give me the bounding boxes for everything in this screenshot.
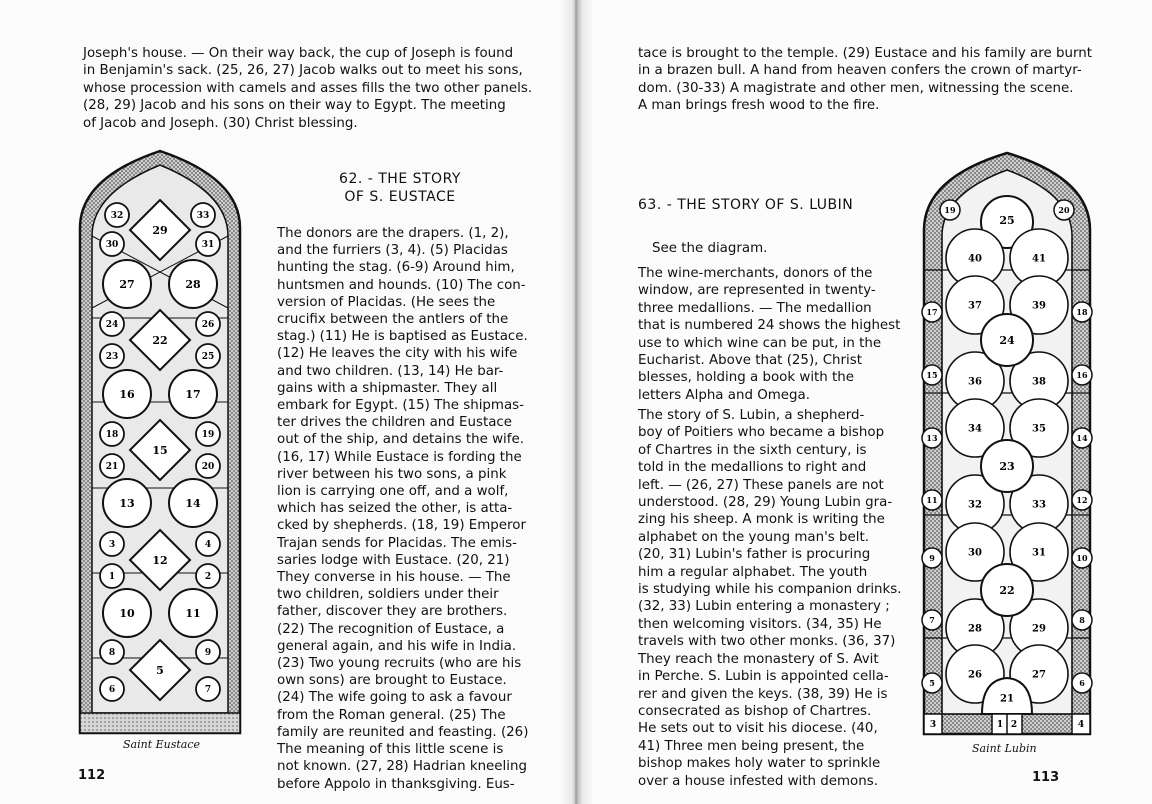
- text-line: understood. (28, 29) Young Lubin gra-: [638, 495, 893, 511]
- medallion-number: 27: [119, 277, 135, 291]
- text-line: The wine-merchants, donors of the: [638, 266, 873, 281]
- text-line: 41) Three men being present, the: [638, 738, 865, 754]
- medallion-number: 35: [1032, 423, 1046, 435]
- medallion-number: 23: [105, 352, 119, 363]
- text-line: that is numbered 24 shows the highest: [638, 318, 901, 334]
- text-line: ter drives the children and Eustace: [277, 415, 513, 431]
- text-line: father, discover they are brothers.: [277, 604, 508, 620]
- medallion-number: 28: [968, 623, 982, 635]
- lubin-story-paragraph: [638, 407, 902, 790]
- text-line: Joseph's house. — On their way back, the cup of Joseph is found: [83, 46, 514, 61]
- left-intro-paragraph: [83, 45, 533, 132]
- text-line: (16, 17) While Eustace is fording the: [277, 449, 522, 465]
- text-line: blesses, holding a book with the: [638, 370, 855, 386]
- text-line: (23) Two young recruits (who are his: [277, 656, 522, 672]
- medallion-number: 9: [204, 648, 212, 659]
- text-line: of Chartres in the sixth century, is: [638, 442, 867, 458]
- medallion-number: 29: [1032, 623, 1046, 635]
- medallion-number: 5: [929, 677, 935, 688]
- text-line: told in the medallions to right and: [638, 460, 867, 476]
- medallion-number: 17: [185, 387, 201, 401]
- text-line: whose procession with camels and asses fills the two other panels.: [83, 80, 533, 96]
- medallion-number: 20: [1058, 204, 1070, 215]
- medallion-number: 8: [1079, 614, 1085, 625]
- medallion-number: 32: [110, 211, 124, 222]
- medallion-number: 29: [152, 223, 168, 237]
- text-line: boy of Poitiers who became a bishop: [638, 425, 885, 441]
- page-number: 112: [78, 768, 106, 783]
- text-line: two children, soldiers under their: [277, 587, 499, 603]
- text-line: A man brings fresh wood to the fire.: [638, 98, 880, 114]
- medallion-number: 7: [929, 614, 935, 625]
- medallion-number: 2: [204, 572, 212, 583]
- saint-lubin-window-diagram: [920, 150, 1094, 738]
- text-line: saries lodge with Eustace. (20, 21): [277, 552, 510, 568]
- text-line: See the diagram.: [652, 241, 768, 256]
- text-line: own sons) are brought to Eustace.: [277, 673, 507, 689]
- text-line: river between his two sons, a pink: [277, 466, 507, 482]
- medallion-number: 33: [1032, 499, 1046, 511]
- medallion-number: 22: [999, 583, 1015, 597]
- medallion-number: 1: [108, 572, 116, 583]
- medallion-number: 1: [996, 720, 1004, 731]
- medallion-number: 26: [201, 320, 215, 331]
- medallion-number: 3: [929, 720, 937, 731]
- right-intro-paragraph: [638, 45, 1092, 115]
- medallion-number: 3: [108, 540, 116, 551]
- text-line: then welcoming visitors. (34, 35) He: [638, 616, 882, 632]
- medallion-number: 27: [1032, 669, 1046, 681]
- text-line: family are reunited and feasting. (26): [277, 724, 529, 740]
- medallion-number: 11: [926, 494, 938, 505]
- text-line: use to which wine can be put, in the: [638, 335, 882, 351]
- medallion-number: 18: [105, 430, 119, 441]
- text-line: before Appolo in thanksgiving. Eus-: [277, 776, 515, 792]
- medallion-number: 19: [201, 430, 215, 441]
- text-line: travels with two other monks. (36, 37): [638, 634, 896, 650]
- medallion-number: 30: [968, 547, 982, 559]
- text-line: and the furriers (3, 4). (5) Placidas: [277, 243, 508, 259]
- text-line: alphabet on the young man's belt.: [638, 529, 869, 545]
- text-line: (12) He leaves the city with his wife: [277, 346, 518, 362]
- medallion-number: 21: [1000, 693, 1014, 705]
- medallion-number: 8: [108, 648, 116, 659]
- medallion-number: 31: [1032, 547, 1046, 559]
- medallion-number: 37: [968, 300, 982, 312]
- section-heading-lubin: 63. - THE STORY OF S. LUBIN: [638, 197, 854, 213]
- text-line: embark for Egypt. (15) The shipmas-: [277, 398, 524, 414]
- medallion-number: 31: [201, 240, 215, 251]
- text-line: is studying while his companion drinks.: [638, 582, 902, 598]
- book-gutter: [560, 0, 594, 804]
- text-line: (32, 33) Lubin entering a monastery ;: [638, 599, 890, 615]
- text-line: window, are represented in twenty-: [638, 283, 876, 299]
- text-line: out of the ship, and detains the wife.: [277, 432, 524, 448]
- medallion-number: 6: [108, 685, 116, 696]
- medallion-number: 21: [105, 462, 119, 473]
- text-line: which has seized the other, is atta-: [277, 501, 513, 517]
- medallion-number: 26: [968, 669, 982, 681]
- heading-line: OF S. EUSTACE: [344, 189, 456, 205]
- text-line: They converse in his house. — The: [277, 570, 511, 586]
- text-line: (28, 29) Jacob and his sons on their way to Egypt. The meeting: [83, 98, 506, 114]
- medallion-number: 34: [968, 423, 982, 435]
- text-line: him a regular alphabet. The youth: [638, 564, 868, 580]
- medallion-number: 25: [201, 352, 215, 363]
- text-line: letters Alpha and Omega.: [638, 387, 810, 403]
- text-line: Eucharist. Above that (25), Christ: [638, 353, 862, 369]
- medallion-number: 16: [119, 387, 135, 401]
- text-line: zing his sheep. A monk is writing the: [638, 512, 885, 528]
- medallion-number: 14: [185, 496, 201, 510]
- text-line: in Perche. S. Lubin is appointed cella-: [638, 669, 889, 685]
- medallion-number: 10: [119, 606, 135, 620]
- text-line: rer and given the keys. (38, 39) He is: [638, 686, 888, 702]
- medallion-number: 12: [1076, 494, 1088, 505]
- medallion-number: 25: [999, 213, 1015, 227]
- text-line: left. — (26, 27) These panels are not: [638, 477, 884, 493]
- medallion-number: 24: [105, 320, 119, 331]
- medallion-number: 28: [185, 277, 201, 291]
- text-line: general again, and his wife in India.: [277, 638, 517, 654]
- medallion-number: 2: [1010, 720, 1018, 731]
- text-line: (24) The wife going to ask a favour: [277, 690, 512, 706]
- section-heading-eustace: [320, 170, 480, 206]
- medallion-number: 15: [926, 369, 938, 380]
- medallion-number: 19: [944, 204, 956, 215]
- text-line: Trajan sends for Placidas. The emis-: [277, 535, 517, 551]
- text-line: The story of S. Lubin, a shepherd-: [638, 408, 865, 423]
- text-line: three medallions. — The medallion: [638, 300, 872, 316]
- text-line: (22) The recognition of Eustace, a: [277, 621, 505, 637]
- text-line: cked by shepherds. (18, 19) Emperor: [277, 518, 526, 534]
- heading-line: 62. - THE STORY: [339, 171, 461, 187]
- text-line: tace is brought to the temple. (29) Eustace and his family are burnt: [638, 46, 1092, 61]
- text-line: The donors are the drapers. (1, 2),: [277, 226, 509, 241]
- text-line: and two children. (13, 14) He bar-: [277, 363, 504, 379]
- text-line: from the Roman general. (25) The: [277, 707, 506, 723]
- medallion-number: 11: [185, 606, 201, 620]
- text-line: bishop makes holy water to sprinkle: [638, 756, 881, 772]
- medallion-number: 40: [968, 253, 982, 265]
- medallion-number: 41: [1032, 253, 1046, 265]
- text-line: crucifix between the antlers of the: [277, 312, 509, 328]
- text-line: of Jacob and Joseph. (30) Christ blessing.: [83, 115, 358, 131]
- medallion-number: 24: [999, 333, 1015, 347]
- left-body-paragraph: [277, 225, 535, 793]
- medallion-number: 13: [926, 432, 938, 443]
- see-diagram-paragraph: [652, 240, 892, 257]
- medallion-number: 4: [204, 540, 212, 551]
- text-line: hunting the stag. (6-9) Around him,: [277, 260, 515, 276]
- text-line: version of Placidas. (He sees the: [277, 294, 496, 310]
- saint-eustace-window-diagram: [75, 148, 245, 740]
- text-line: gains with a shipmaster. They all: [277, 380, 498, 396]
- medallion-number: 23: [999, 459, 1015, 473]
- text-line: consecrated as bishop of Chartres.: [638, 703, 872, 719]
- text-line: lion is carrying one off, and a wolf,: [277, 484, 509, 500]
- text-line: (20, 31) Lubin's father is procuring: [638, 547, 871, 563]
- medallion-number: 32: [968, 499, 982, 511]
- text-line: The meaning of this little scene is: [277, 742, 504, 758]
- text-line: in a brazen bull. A hand from heaven confers the crown of martyr-: [638, 63, 1082, 79]
- medallion-number: 10: [1076, 552, 1088, 563]
- medallion-number: 4: [1077, 720, 1085, 731]
- page-number: 113: [1032, 770, 1060, 785]
- text-line: not known. (27, 28) Hadrian kneeling: [277, 759, 527, 775]
- figure-caption-eustace: Saint Eustace: [123, 738, 201, 751]
- donor-paragraph: [638, 265, 901, 404]
- medallion-number: 20: [201, 462, 215, 473]
- left-page: [0, 0, 575, 804]
- medallion-number: 16: [1076, 369, 1088, 380]
- medallion-number: 14: [1076, 432, 1088, 443]
- text-line: stag.) (11) He is baptised as Eustace.: [277, 329, 528, 345]
- medallion-number: 13: [119, 496, 135, 510]
- medallion-number: 17: [926, 306, 938, 317]
- text-line: huntsmen and hounds. (10) The con-: [277, 277, 526, 293]
- text-line: dom. (30-33) A magistrate and other men, witnessing the scene.: [638, 80, 1074, 96]
- text-line: in Benjamin's sack. (25, 26, 27) Jacob walks out to meet his sons,: [83, 63, 523, 79]
- medallion-number: 6: [1079, 677, 1085, 688]
- medallion-number: 30: [105, 240, 119, 251]
- medallion-number: 15: [152, 443, 168, 457]
- medallion-number: 33: [196, 211, 210, 222]
- text-line: over a house infested with demons.: [638, 773, 878, 789]
- figure-caption-lubin: Saint Lubin: [972, 742, 1037, 755]
- medallion-number: 22: [152, 333, 168, 347]
- medallion-number: 18: [1076, 306, 1088, 317]
- medallion-number: 7: [204, 685, 212, 696]
- text-line: They reach the monastery of S. Avit: [638, 651, 879, 667]
- medallion-number: 36: [968, 376, 982, 388]
- medallion-number: 12: [152, 553, 168, 567]
- text-line: He sets out to visit his diocese. (40,: [638, 721, 878, 737]
- medallion-number: 9: [929, 552, 935, 563]
- medallion-number: 5: [156, 663, 164, 677]
- medallion-number: 38: [1032, 376, 1046, 388]
- medallion-number: 39: [1032, 300, 1046, 312]
- right-page: [577, 0, 1152, 804]
